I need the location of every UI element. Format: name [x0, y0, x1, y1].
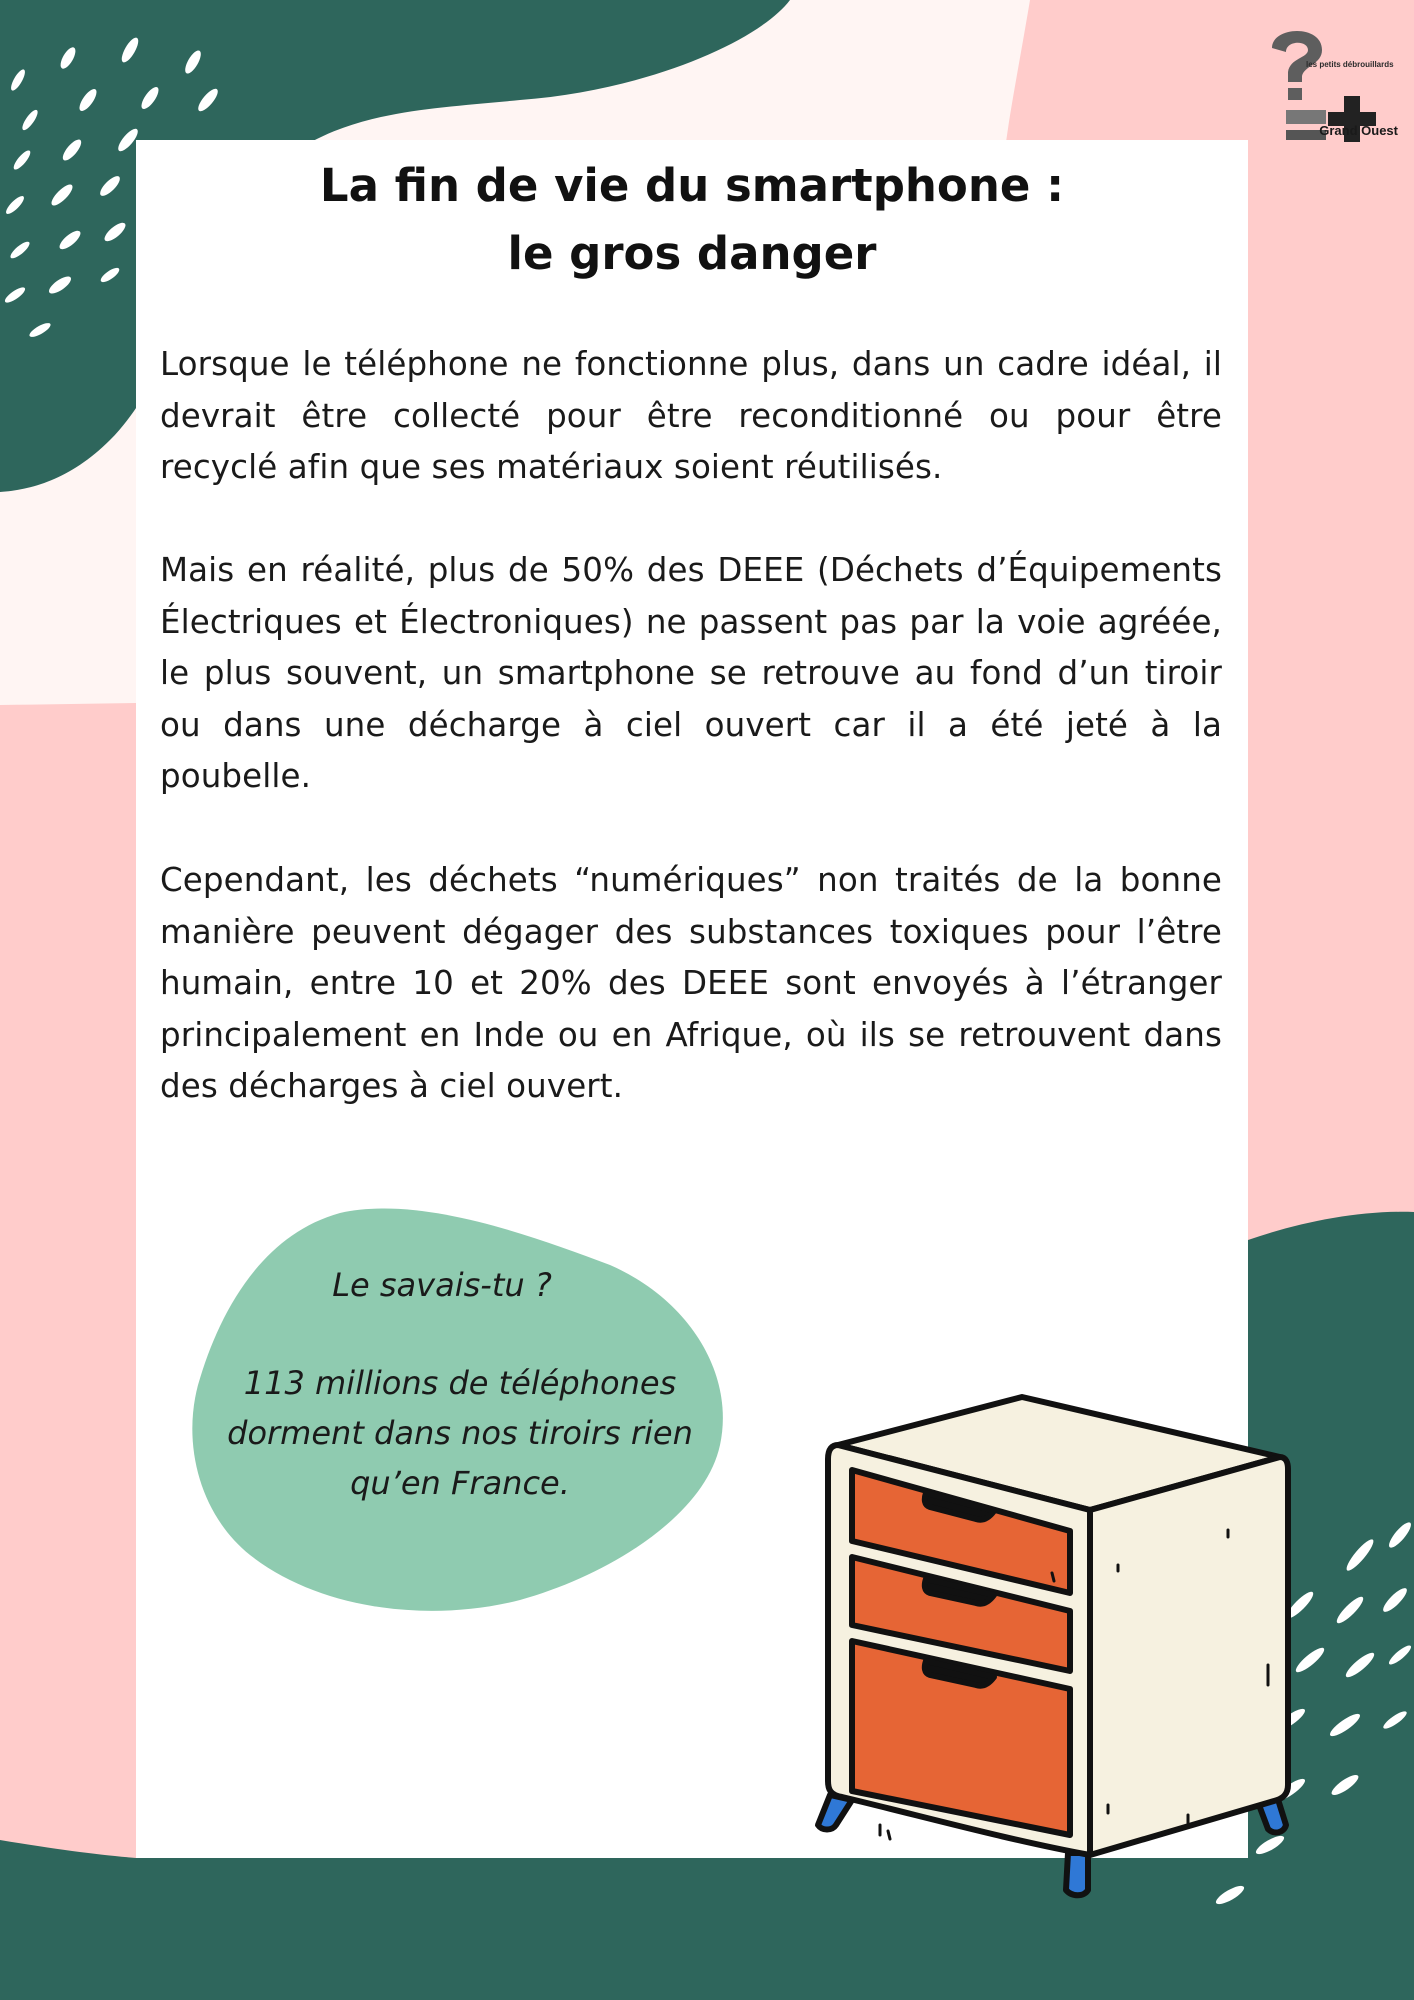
title-line-1: La fin de vie du smartphone : [319, 159, 1065, 212]
title-line-2: le gros danger [507, 227, 877, 280]
page-title [136, 152, 1248, 288]
paragraph-reality: Mais en réalité, plus de 50% des DEEE (Déchets d’Équipements Électriques et Électroniques) ne passent pas par la voie agréée, le plus souvent, un smartphone se retrouve au fond d’un tiroir ou dans une décharge à ciel ouvert car il a été jeté à la poubelle. [160, 551, 1222, 795]
logo-region: Grand Ouest [1319, 123, 1398, 138]
paragraph-collection: Lorsque le téléphone ne fonctionne plus, dans un cadre idéal, il devrait être collecté pour être reconditionné ou pour être recyclé afin que ses matériaux soient réutilisés. [160, 345, 1222, 486]
fact-text: 113 millions de téléphones dorment dans nos tiroirs rien qu’en France. [227, 1364, 693, 1502]
fact-heading: Le savais-tu ? [332, 1266, 552, 1304]
logo-tagline: les petits débrouillards [1306, 60, 1394, 69]
paragraph-toxic: Cependant, les déchets “numériques” non traités de la bonne manière peuvent dégager des substances toxiques pour l’être humain, entre 10 et 20% des DEEE sont envoyés à l’étranger principalement en Inde ou en Afrique, où ils se retrouvent dans des décharges à ciel ouvert. [160, 861, 1222, 1105]
dresser-illustration [808, 1385, 1298, 1905]
